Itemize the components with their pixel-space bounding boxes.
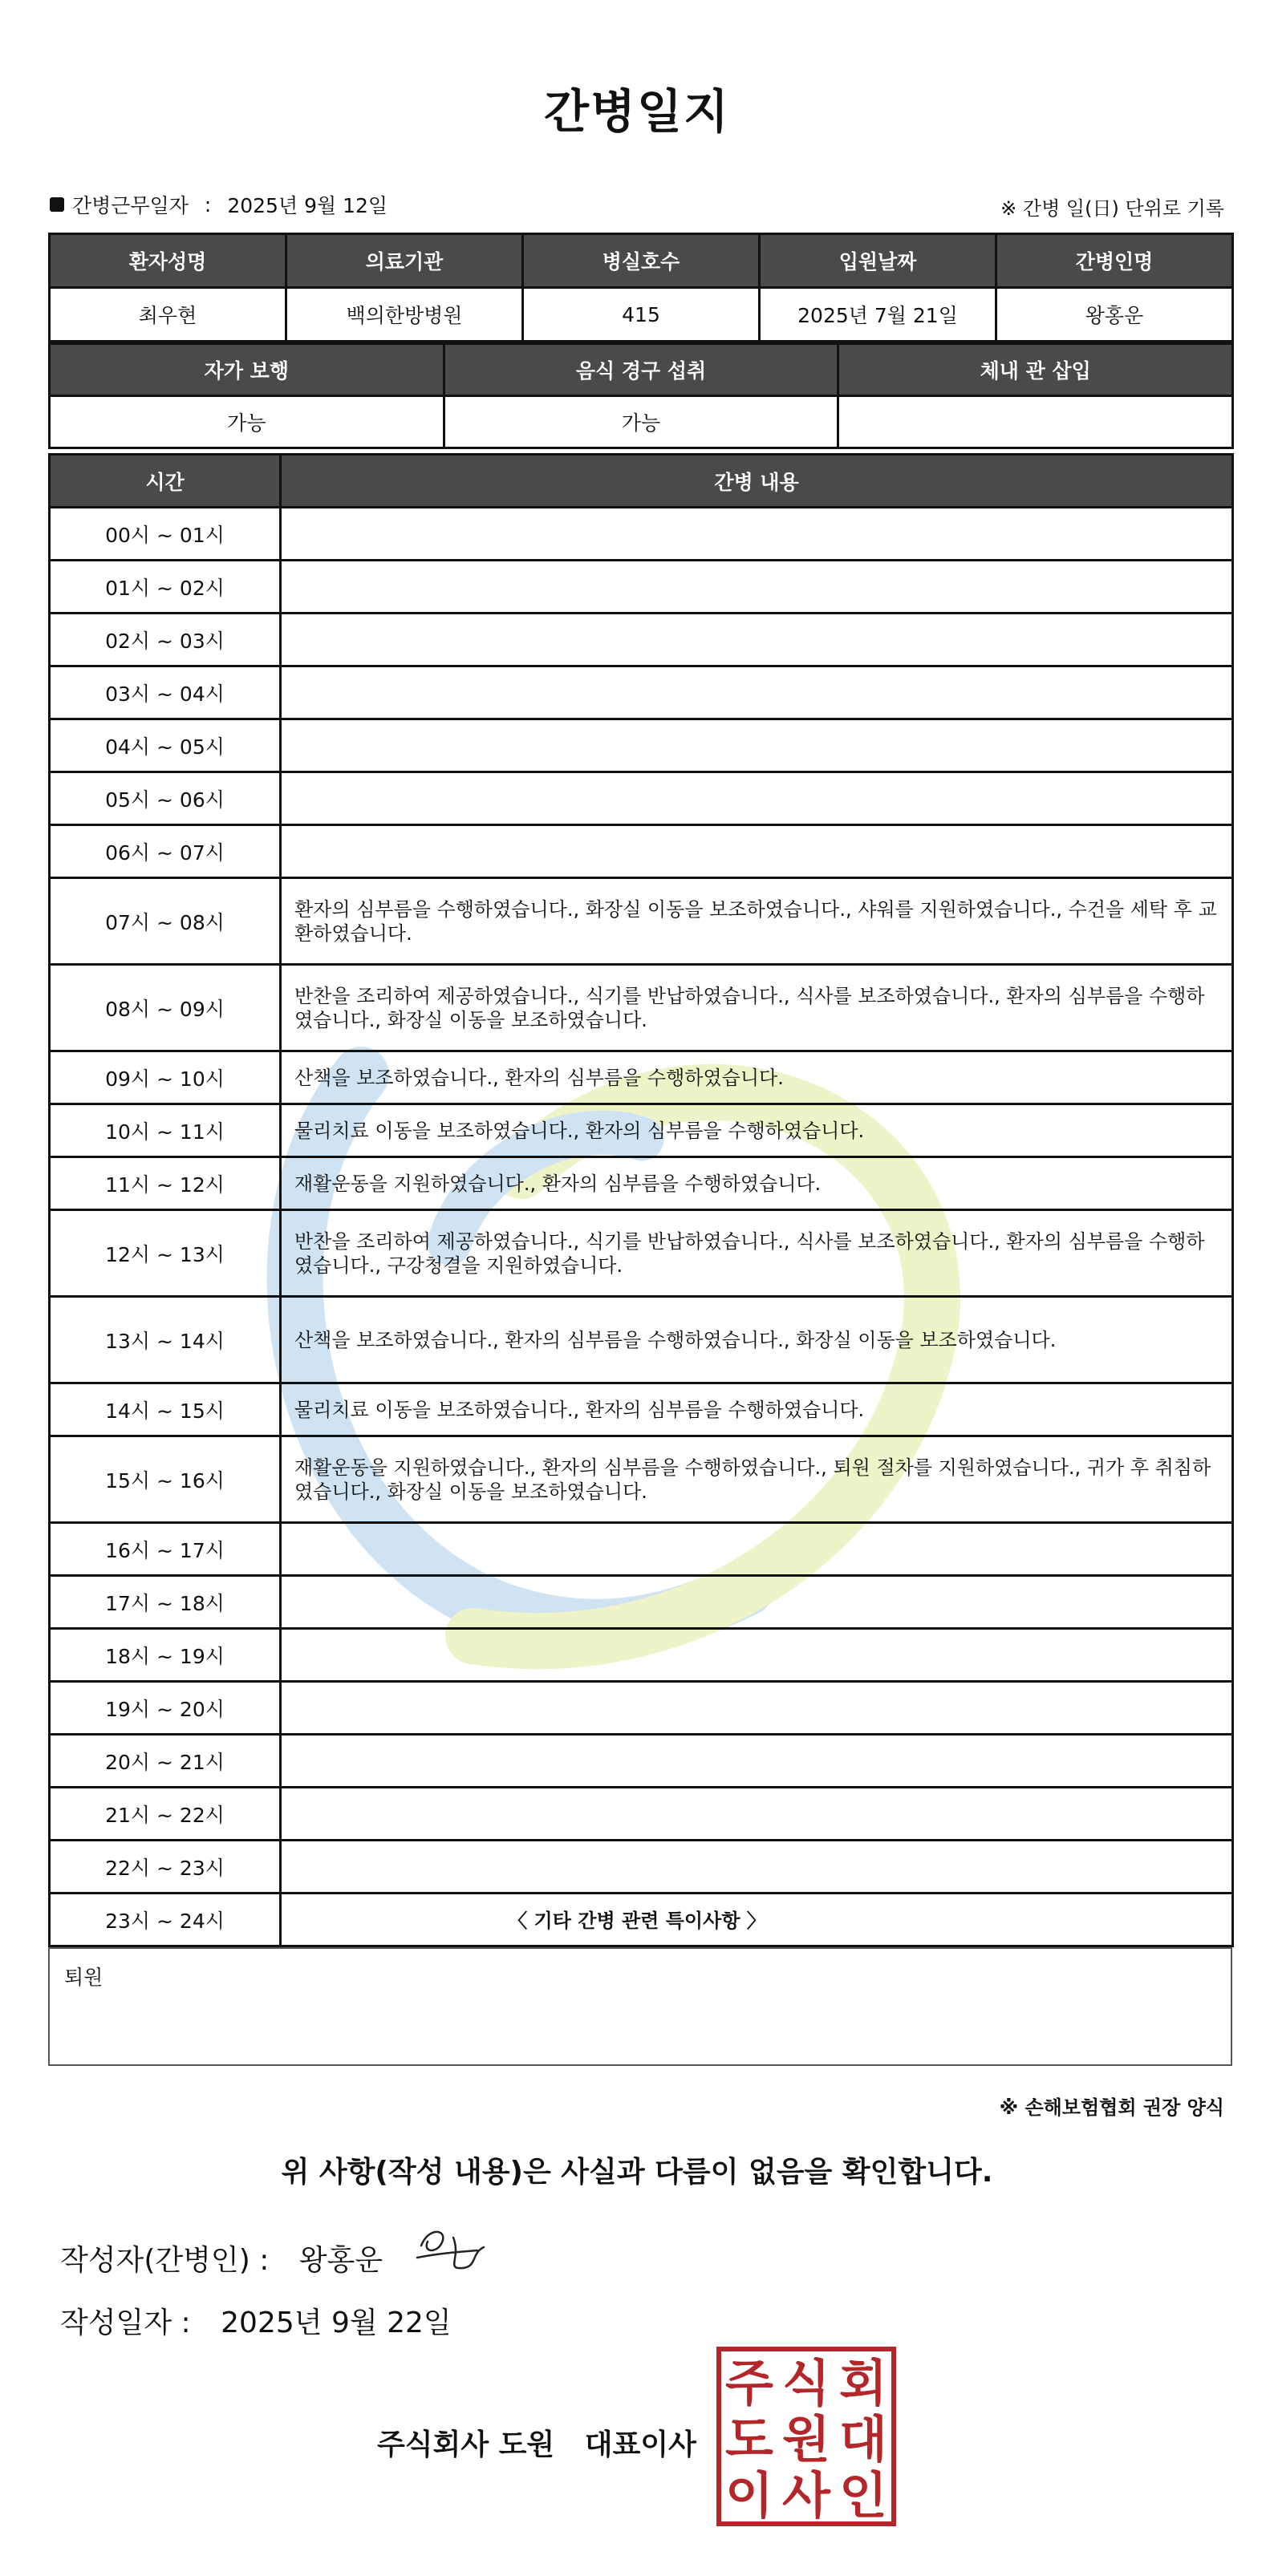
care-row-content: 물리치료 이동을 보조하였습니다., 환자의 심부름을 수행하였습니다. — [281, 1383, 1233, 1436]
care-row-content — [281, 772, 1233, 825]
care-row — [50, 561, 1233, 614]
header-self-walking: 자가 보행 — [50, 344, 444, 396]
svg-text:사: 사 — [782, 2466, 830, 2525]
care-row-content: 물리치료 이동을 보조하였습니다., 환자의 심부름을 수행하였습니다. — [281, 1104, 1233, 1157]
header-admission-date: 입원날짜 — [760, 234, 996, 288]
care-row — [50, 1523, 1233, 1576]
patient-info-table — [48, 233, 1234, 342]
care-row-time: 03시 ~ 04시 — [50, 666, 281, 719]
care-row-time: 07시 ~ 08시 — [50, 878, 281, 965]
care-row-time: 06시 ~ 07시 — [50, 825, 281, 878]
care-row — [50, 508, 1233, 561]
work-date-separator: : — [204, 192, 212, 217]
care-row-time: 04시 ~ 05시 — [50, 719, 281, 772]
care-row — [50, 1104, 1233, 1157]
care-row-content — [281, 825, 1233, 878]
care-row — [50, 1051, 1233, 1104]
svg-text:원: 원 — [782, 2410, 830, 2469]
care-row-time: 18시 ~ 19시 — [50, 1629, 281, 1682]
care-row-content — [281, 1682, 1233, 1735]
svg-text:이: 이 — [725, 2466, 773, 2525]
care-row — [50, 719, 1233, 772]
written-date-label: 작성일자 : — [60, 2307, 191, 2339]
care-row-content — [281, 561, 1233, 614]
care-row-content — [281, 719, 1233, 772]
handwritten-signature — [413, 2222, 493, 2278]
svg-text:주: 주 — [725, 2354, 773, 2412]
care-row-time: 01시 ~ 02시 — [50, 561, 281, 614]
care-row — [50, 1682, 1233, 1735]
header-tube-insertion: 체내 관 삽입 — [838, 344, 1233, 396]
care-row — [50, 666, 1233, 719]
header-room: 병실호수 — [523, 234, 760, 288]
care-row-time: 20시 ~ 21시 — [50, 1735, 281, 1788]
page-title: 간병일지 — [543, 84, 731, 139]
confirmation-statement: 위 사항(작성 내용)은 사실과 다름이 없음을 확인합니다. — [281, 2156, 993, 2189]
admission-date: 2025년 7월 21일 — [760, 288, 996, 342]
care-row — [50, 1629, 1233, 1682]
unit-note: ※ 간병 일(日) 단위로 기록 — [1000, 197, 1224, 220]
svg-text:대: 대 — [839, 2410, 887, 2469]
care-row-content: 재활운동을 지원하였습니다., 환자의 심부름을 수행하였습니다., 퇴원 절차를 지원하였습니다., 귀가 후 취침하였습니다., 화장실 이동을 보조하였습니다. — [281, 1436, 1233, 1523]
room-number: 415 — [523, 288, 760, 342]
svg-text:인: 인 — [839, 2466, 887, 2525]
care-row-content — [281, 1788, 1233, 1841]
care-row-content: 환자의 심부름을 수행하였습니다., 화장실 이동을 보조하였습니다., 샤워를 지원하였습니다., 수건을 세탁 후 교환하였습니다. — [281, 878, 1233, 965]
tube-insertion — [838, 396, 1233, 448]
care-row — [50, 1210, 1233, 1297]
care-row-content — [281, 508, 1233, 561]
company-representative: 주식회사 도원 대표이사 — [377, 2428, 696, 2461]
care-row-content: 산책을 보조하였습니다., 환자의 심부름을 수행하였습니다. — [281, 1051, 1233, 1104]
care-row-time: 13시 ~ 14시 — [50, 1297, 281, 1383]
writer-label: 작성자(간병인) : — [60, 2244, 270, 2277]
care-row — [50, 1157, 1233, 1210]
care-row-time: 17시 ~ 18시 — [50, 1576, 281, 1629]
care-row-time: 19시 ~ 20시 — [50, 1682, 281, 1735]
care-row-content — [281, 614, 1233, 666]
patient-status-table — [48, 342, 1234, 449]
special-notes-title: 〈 기타 간병 관련 특이사항 〉 — [508, 1910, 766, 1932]
care-row-time: 05시 ~ 06시 — [50, 772, 281, 825]
care-row-content — [281, 1841, 1233, 1894]
care-row-time: 12시 ~ 13시 — [50, 1210, 281, 1297]
care-row — [50, 878, 1233, 965]
svg-text:회: 회 — [839, 2354, 887, 2412]
care-row-time: 08시 ~ 09시 — [50, 965, 281, 1051]
care-row — [50, 772, 1233, 825]
written-date-value: 2025년 9월 22일 — [221, 2307, 452, 2339]
care-row-time: 15시 ~ 16시 — [50, 1436, 281, 1523]
hospital: 백의한방병원 — [286, 288, 523, 342]
care-row — [50, 1576, 1233, 1629]
header-care-content: 간병 내용 — [281, 455, 1233, 508]
care-row-time: 21시 ~ 22시 — [50, 1788, 281, 1841]
self-walking: 가능 — [50, 396, 444, 448]
oral-intake: 가능 — [444, 396, 838, 448]
care-row — [50, 1436, 1233, 1523]
header-caregiver: 간병인명 — [996, 234, 1233, 288]
care-row-content: 반찬을 조리하여 제공하였습니다., 식기를 반납하였습니다., 식사를 보조하였습니다., 환자의 심부름을 수행하였습니다., 화장실 이동을 보조하였습니다. — [281, 965, 1233, 1051]
care-row-time: 14시 ~ 15시 — [50, 1383, 281, 1436]
special-notes-content: 퇴원 — [64, 1966, 103, 1989]
work-date — [50, 190, 387, 219]
care-row — [50, 1297, 1233, 1383]
care-row — [50, 1841, 1233, 1894]
care-row-content — [281, 1735, 1233, 1788]
care-row-content — [281, 1523, 1233, 1576]
care-row-content — [281, 1629, 1233, 1682]
care-row-time: 02시 ~ 03시 — [50, 614, 281, 666]
square-bullet-icon — [50, 197, 64, 212]
care-row — [50, 1383, 1233, 1436]
svg-text:식: 식 — [782, 2354, 830, 2412]
care-row-time: 16시 ~ 17시 — [50, 1523, 281, 1576]
care-row — [50, 1735, 1233, 1788]
work-date-value: 2025년 9월 12일 — [227, 194, 388, 217]
care-row — [50, 965, 1233, 1051]
writer-name: 왕홍운 — [298, 2244, 383, 2277]
header-hospital: 의료기관 — [286, 234, 523, 288]
care-row-time: 22시 ~ 23시 — [50, 1841, 281, 1894]
work-date-label: 간병근무일자 — [72, 194, 189, 217]
special-notes-box — [48, 1947, 1232, 2066]
care-row-time: 09시 ~ 10시 — [50, 1051, 281, 1104]
care-row-content: 산책을 보조하였습니다., 환자의 심부름을 수행하였습니다., 화장실 이동을 보조하였습니다. — [281, 1297, 1233, 1383]
care-row-time: 11시 ~ 12시 — [50, 1157, 281, 1210]
care-row — [50, 825, 1233, 878]
care-row-time: 10시 ~ 11시 — [50, 1104, 281, 1157]
care-row-time: 23시 ~ 24시 — [50, 1894, 281, 1946]
svg-text:도: 도 — [725, 2410, 773, 2469]
written-date-line — [60, 2300, 452, 2341]
care-row — [50, 614, 1233, 666]
care-row-time: 00시 ~ 01시 — [50, 508, 281, 561]
care-log-table — [48, 453, 1234, 1947]
writer-line — [60, 2238, 383, 2278]
care-row-content: 재활운동을 지원하였습니다., 환자의 심부름을 수행하였습니다. — [281, 1157, 1233, 1210]
care-row — [50, 1788, 1233, 1841]
header-oral-intake: 음식 경구 섭취 — [444, 344, 838, 396]
header-time: 시간 — [50, 455, 281, 508]
care-row-content — [281, 666, 1233, 719]
form-note: ※ 손해보험협회 권장 양식 — [999, 2096, 1224, 2119]
patient-name: 최우현 — [50, 288, 286, 342]
care-row-content: 반찬을 조리하여 제공하였습니다., 식기를 반납하였습니다., 식사를 보조하였습니다., 환자의 심부름을 수행하였습니다., 구강청결을 지원하였습니다. — [281, 1210, 1233, 1297]
care-row-content — [281, 1576, 1233, 1629]
caregiver-name: 왕홍운 — [996, 288, 1233, 342]
company-seal — [716, 2346, 897, 2527]
header-patient-name: 환자성명 — [50, 234, 286, 288]
